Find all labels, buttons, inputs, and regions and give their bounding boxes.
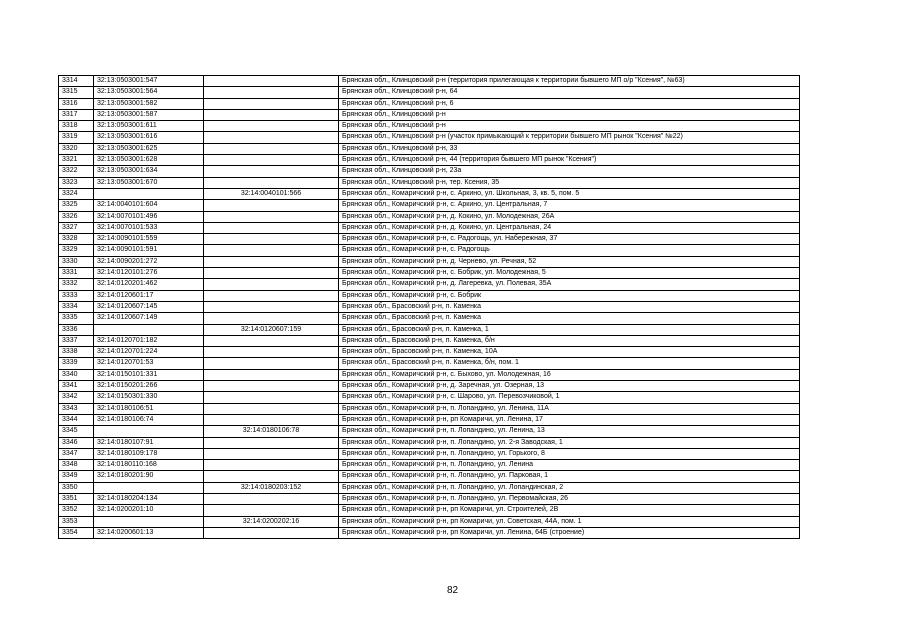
cadastral-number-cell: 32:13:0503001:587: [94, 109, 204, 120]
cadastral-number-alt-cell: [204, 290, 339, 301]
table-row: [59, 392, 800, 403]
address-cell: Брянская обл., Комаричский р-н, рп Комаричи, ул. Строителей, 2В: [339, 505, 800, 516]
cadastral-number-cell: 32:14:0200201:10: [94, 505, 204, 516]
address-cell: Брянская обл., Комаричский р-н, с. Радогощь: [339, 245, 800, 256]
table-row: [59, 200, 800, 211]
cadastral-number-alt-cell: [204, 268, 339, 279]
cadastral-number-cell: 32:14:0180201:90: [94, 471, 204, 482]
row-number-cell: 3334: [59, 301, 94, 312]
page-number: 82: [446, 585, 459, 596]
table-row: [59, 279, 800, 290]
registry-table-body: [59, 76, 800, 539]
table-row: [59, 290, 800, 301]
row-number-cell: 3324: [59, 188, 94, 199]
cadastral-number-alt-cell: [204, 132, 339, 143]
cadastral-number-cell: 32:13:0503001:547: [94, 76, 204, 87]
row-number-cell: 3353: [59, 516, 94, 527]
row-number-cell: 3323: [59, 177, 94, 188]
cadastral-number-alt-cell: [204, 200, 339, 211]
table-row: [59, 313, 800, 324]
row-number-cell: 3332: [59, 279, 94, 290]
cadastral-number-alt-cell: [204, 222, 339, 233]
address-cell: Брянская обл., Клинцовский р-н, 6: [339, 98, 800, 109]
cadastral-number-alt-cell: 32:14:0040101:566: [204, 188, 339, 199]
row-number-cell: 3318: [59, 121, 94, 132]
table-row: [59, 155, 800, 166]
row-number-cell: 3346: [59, 437, 94, 448]
cadastral-number-cell: 32:14:0180204:134: [94, 493, 204, 504]
cadastral-number-cell: 32:14:0180110:168: [94, 460, 204, 471]
cadastral-number-cell: 32:13:0503001:670: [94, 177, 204, 188]
cadastral-number-alt-cell: [204, 177, 339, 188]
cadastral-number-cell: 32:14:0070101:533: [94, 222, 204, 233]
row-number-cell: 3316: [59, 98, 94, 109]
table-row: [59, 527, 800, 538]
table-row: [59, 505, 800, 516]
address-cell: Брянская обл., Комаричский р-н, д. Кокино, ул. Молодежная, 26А: [339, 211, 800, 222]
address-cell: Брянская обл., Брасовский р-н, п. Каменка, б/н, пом. 1: [339, 358, 800, 369]
table-row: [59, 268, 800, 279]
address-cell: Брянская обл., Брасовский р-н, п. Каменка, 1: [339, 324, 800, 335]
row-number-cell: 3345: [59, 426, 94, 437]
row-number-cell: 3326: [59, 211, 94, 222]
table-row: [59, 76, 800, 87]
cadastral-number-alt-cell: 32:14:0200202:16: [204, 516, 339, 527]
table-row: [59, 98, 800, 109]
cadastral-number-alt-cell: [204, 211, 339, 222]
row-number-cell: 3329: [59, 245, 94, 256]
cadastral-number-alt-cell: [204, 143, 339, 154]
row-number-cell: 3325: [59, 200, 94, 211]
cadastral-number-alt-cell: [204, 121, 339, 132]
cadastral-number-alt-cell: [204, 313, 339, 324]
table-row: [59, 437, 800, 448]
table-row: [59, 516, 800, 527]
address-cell: Брянская обл., Комаричский р-н, с. Шарово, ул. Перевозчиковой, 1: [339, 392, 800, 403]
address-cell: Брянская обл., Комаричский р-н, с. Быхово, ул. Молодежная, 16: [339, 369, 800, 380]
cadastral-number-alt-cell: [204, 98, 339, 109]
cadastral-number-alt-cell: [204, 414, 339, 425]
table-row: [59, 381, 800, 392]
table-row: [59, 414, 800, 425]
cadastral-number-alt-cell: [204, 245, 339, 256]
cadastral-number-cell: 32:14:0090201:272: [94, 256, 204, 267]
address-cell: Брянская обл., Клинцовский р-н, 44 (территория бывшего МП рынок "Ксения"): [339, 155, 800, 166]
address-cell: Брянская обл., Клинцовский р-н, 33: [339, 143, 800, 154]
row-number-cell: 3339: [59, 358, 94, 369]
cadastral-number-alt-cell: [204, 392, 339, 403]
table-row: [59, 166, 800, 177]
cadastral-number-alt-cell: 32:14:0180106:78: [204, 426, 339, 437]
cadastral-number-cell: 32:13:0503001:625: [94, 143, 204, 154]
cadastral-number-cell: [94, 482, 204, 493]
table-row: [59, 448, 800, 459]
cadastral-number-cell: 32:14:0120701:224: [94, 347, 204, 358]
table-row: [59, 403, 800, 414]
row-number-cell: 3347: [59, 448, 94, 459]
cadastral-number-cell: 32:14:0180109:178: [94, 448, 204, 459]
address-cell: Брянская обл., Комаричский р-н, п. Лопандино, ул. 2-я Заводская, 1: [339, 437, 800, 448]
table-row: [59, 87, 800, 98]
row-number-cell: 3349: [59, 471, 94, 482]
cadastral-number-alt-cell: [204, 155, 339, 166]
cadastral-number-cell: [94, 426, 204, 437]
cadastral-number-alt-cell: [204, 166, 339, 177]
address-cell: Брянская обл., Комаричский р-н, п. Лопандино, ул. Ленина, 13: [339, 426, 800, 437]
cadastral-number-cell: 32:14:0070101:496: [94, 211, 204, 222]
row-number-cell: 3342: [59, 392, 94, 403]
table-row: [59, 132, 800, 143]
cadastral-number-cell: 32:13:0503001:611: [94, 121, 204, 132]
cadastral-number-cell: 32:14:0120201:462: [94, 279, 204, 290]
cadastral-number-cell: [94, 516, 204, 527]
cadastral-number-cell: 32:13:0503001:628: [94, 155, 204, 166]
address-cell: Брянская обл., Комаричский р-н, д. Чернево, ул. Речная, 52: [339, 256, 800, 267]
address-cell: Брянская обл., Комаричский р-н, д. Заречная, ул. Озерная, 13: [339, 381, 800, 392]
address-cell: Брянская обл., Брасовский р-н, п. Каменка: [339, 301, 800, 312]
cadastral-number-cell: 32:14:0150301:330: [94, 392, 204, 403]
row-number-cell: 3322: [59, 166, 94, 177]
cadastral-number-alt-cell: [204, 369, 339, 380]
table-row: [59, 426, 800, 437]
address-cell: Брянская обл., Брасовский р-н, п. Каменка: [339, 313, 800, 324]
row-number-cell: 3344: [59, 414, 94, 425]
table-row: [59, 234, 800, 245]
cadastral-number-alt-cell: [204, 381, 339, 392]
address-cell: Брянская обл., Клинцовский р-н: [339, 121, 800, 132]
address-cell: Брянская обл., Комаричский р-н, с. Радогощь, ул. Набережная, 37: [339, 234, 800, 245]
row-number-cell: 3352: [59, 505, 94, 516]
registry-table: [58, 75, 800, 539]
table-row: [59, 471, 800, 482]
table-row: [59, 493, 800, 504]
address-cell: Брянская обл., Комаричский р-н, п. Лопандино, ул. Горького, 8: [339, 448, 800, 459]
row-number-cell: 3351: [59, 493, 94, 504]
table-row: [59, 335, 800, 346]
table-row: [59, 256, 800, 267]
cadastral-number-alt-cell: [204, 448, 339, 459]
address-cell: Брянская обл., Комаричский р-н, с. Бобрик: [339, 290, 800, 301]
cadastral-number-cell: [94, 188, 204, 199]
address-cell: Брянская обл., Клинцовский р-н, 23а: [339, 166, 800, 177]
cadastral-number-cell: 32:14:0180106:74: [94, 414, 204, 425]
cadastral-number-alt-cell: [204, 358, 339, 369]
table-row: [59, 211, 800, 222]
cadastral-number-alt-cell: [204, 471, 339, 482]
address-cell: Брянская обл., Комаричский р-н, с. Аркино, ул. Центральная, 7: [339, 200, 800, 211]
address-cell: Брянская обл., Комаричский р-н, рп Комаричи, ул. Советская, 44А, пом. 1: [339, 516, 800, 527]
row-number-cell: 3340: [59, 369, 94, 380]
cadastral-number-cell: [94, 324, 204, 335]
address-cell: Брянская обл., Комаричский р-н, с. Бобрик, ул. Молодежная, 5: [339, 268, 800, 279]
row-number-cell: 3319: [59, 132, 94, 143]
cadastral-number-alt-cell: [204, 493, 339, 504]
table-row: [59, 369, 800, 380]
table-row: [59, 188, 800, 199]
row-number-cell: 3341: [59, 381, 94, 392]
cadastral-number-cell: 32:14:0120601:17: [94, 290, 204, 301]
cadastral-number-alt-cell: [204, 335, 339, 346]
address-cell: Брянская обл., Комаричский р-н, п. Лопандино, ул. Первомайская, 26: [339, 493, 800, 504]
address-cell: Брянская обл., Комаричский р-н, рп Комаричи, ул. Ленина, 64Б (строение): [339, 527, 800, 538]
cadastral-number-cell: 32:14:0180107:91: [94, 437, 204, 448]
cadastral-number-cell: 32:13:0503001:634: [94, 166, 204, 177]
table-row: [59, 482, 800, 493]
row-number-cell: 3337: [59, 335, 94, 346]
row-number-cell: 3331: [59, 268, 94, 279]
row-number-cell: 3328: [59, 234, 94, 245]
cadastral-number-alt-cell: [204, 301, 339, 312]
row-number-cell: 3330: [59, 256, 94, 267]
cadastral-number-alt-cell: [204, 505, 339, 516]
cadastral-number-alt-cell: [204, 460, 339, 471]
table-row: [59, 347, 800, 358]
cadastral-number-cell: 32:14:0090101:591: [94, 245, 204, 256]
address-cell: Брянская обл., Комаричский р-н, с. Аркино, ул. Школьная, 3, кв. 5, пом. 5: [339, 188, 800, 199]
cadastral-number-cell: 32:14:0120101:276: [94, 268, 204, 279]
cadastral-number-cell: 32:14:0120607:145: [94, 301, 204, 312]
cadastral-number-alt-cell: [204, 76, 339, 87]
table-row: [59, 143, 800, 154]
address-cell: Брянская обл., Клинцовский р-н (участок примыкающий к территории бывшего МП рынок "Ксения" №22): [339, 132, 800, 143]
address-cell: Брянская обл., Комаричский р-н, рп Комаричи, ул. Ленина, 17: [339, 414, 800, 425]
cadastral-number-alt-cell: 32:14:0120607:159: [204, 324, 339, 335]
row-number-cell: 3333: [59, 290, 94, 301]
row-number-cell: 3321: [59, 155, 94, 166]
cadastral-number-alt-cell: [204, 403, 339, 414]
address-cell: Брянская обл., Комаричский р-н, п. Лопандино, ул. Парковая, 1: [339, 471, 800, 482]
row-number-cell: 3315: [59, 87, 94, 98]
cadastral-number-alt-cell: [204, 256, 339, 267]
cadastral-number-cell: 32:14:0180106:51: [94, 403, 204, 414]
address-cell: Брянская обл., Комаричский р-н, п. Лопандино, ул. Ленина, 11А: [339, 403, 800, 414]
cadastral-number-cell: 32:13:0503001:582: [94, 98, 204, 109]
row-number-cell: 3317: [59, 109, 94, 120]
address-cell: Брянская обл., Клинцовский р-н, 64: [339, 87, 800, 98]
address-cell: Брянская обл., Комаричский р-н, д. Лагеревка, ул. Полевая, 35А: [339, 279, 800, 290]
address-cell: Брянская обл., Комаричский р-н, д. Кокино, ул. Центральная, 24: [339, 222, 800, 233]
table-row: [59, 222, 800, 233]
table-row: [59, 460, 800, 471]
table-row: [59, 358, 800, 369]
table-row: [59, 324, 800, 335]
cadastral-number-alt-cell: [204, 437, 339, 448]
cadastral-number-cell: 32:14:0120701:182: [94, 335, 204, 346]
row-number-cell: 3320: [59, 143, 94, 154]
row-number-cell: 3343: [59, 403, 94, 414]
row-number-cell: 3354: [59, 527, 94, 538]
cadastral-number-cell: 32:14:0120607:149: [94, 313, 204, 324]
row-number-cell: 3314: [59, 76, 94, 87]
address-cell: Брянская обл., Комаричский р-н, п. Лопандино, ул. Лопандинская, 2: [339, 482, 800, 493]
row-number-cell: 3335: [59, 313, 94, 324]
cadastral-number-cell: 32:14:0200601:13: [94, 527, 204, 538]
cadastral-number-alt-cell: [204, 527, 339, 538]
row-number-cell: 3348: [59, 460, 94, 471]
table-row: [59, 177, 800, 188]
cadastral-number-cell: 32:13:0503001:616: [94, 132, 204, 143]
cadastral-number-alt-cell: [204, 234, 339, 245]
table-row: [59, 109, 800, 120]
table-row: [59, 301, 800, 312]
table-row: [59, 121, 800, 132]
cadastral-number-cell: 32:13:0503001:564: [94, 87, 204, 98]
cadastral-number-alt-cell: [204, 347, 339, 358]
cadastral-number-cell: 32:14:0090101:559: [94, 234, 204, 245]
row-number-cell: 3327: [59, 222, 94, 233]
row-number-cell: 3338: [59, 347, 94, 358]
cadastral-number-cell: 32:14:0040101:604: [94, 200, 204, 211]
table-row: [59, 245, 800, 256]
cadastral-number-alt-cell: [204, 109, 339, 120]
cadastral-number-alt-cell: [204, 87, 339, 98]
address-cell: Брянская обл., Клинцовский р-н, тер. Ксения, 35: [339, 177, 800, 188]
address-cell: Брянская обл., Брасовский р-н, п. Каменка, б/н: [339, 335, 800, 346]
cadastral-number-cell: 32:14:0150201:266: [94, 381, 204, 392]
address-cell: Брянская обл., Комаричский р-н, п. Лопандино, ул. Ленина: [339, 460, 800, 471]
cadastral-number-cell: 32:14:0120701:53: [94, 358, 204, 369]
row-number-cell: 3336: [59, 324, 94, 335]
address-cell: Брянская обл., Клинцовский р-н (территория прилегающая к территории бывшего МП о/р "Ксения", №63): [339, 76, 800, 87]
cadastral-number-alt-cell: [204, 279, 339, 290]
row-number-cell: 3350: [59, 482, 94, 493]
cadastral-number-alt-cell: 32:14:0180203:152: [204, 482, 339, 493]
cadastral-number-cell: 32:14:0150101:331: [94, 369, 204, 380]
address-cell: Брянская обл., Клинцовский р-н: [339, 109, 800, 120]
address-cell: Брянская обл., Брасовский р-н, п. Каменка, 10А: [339, 347, 800, 358]
